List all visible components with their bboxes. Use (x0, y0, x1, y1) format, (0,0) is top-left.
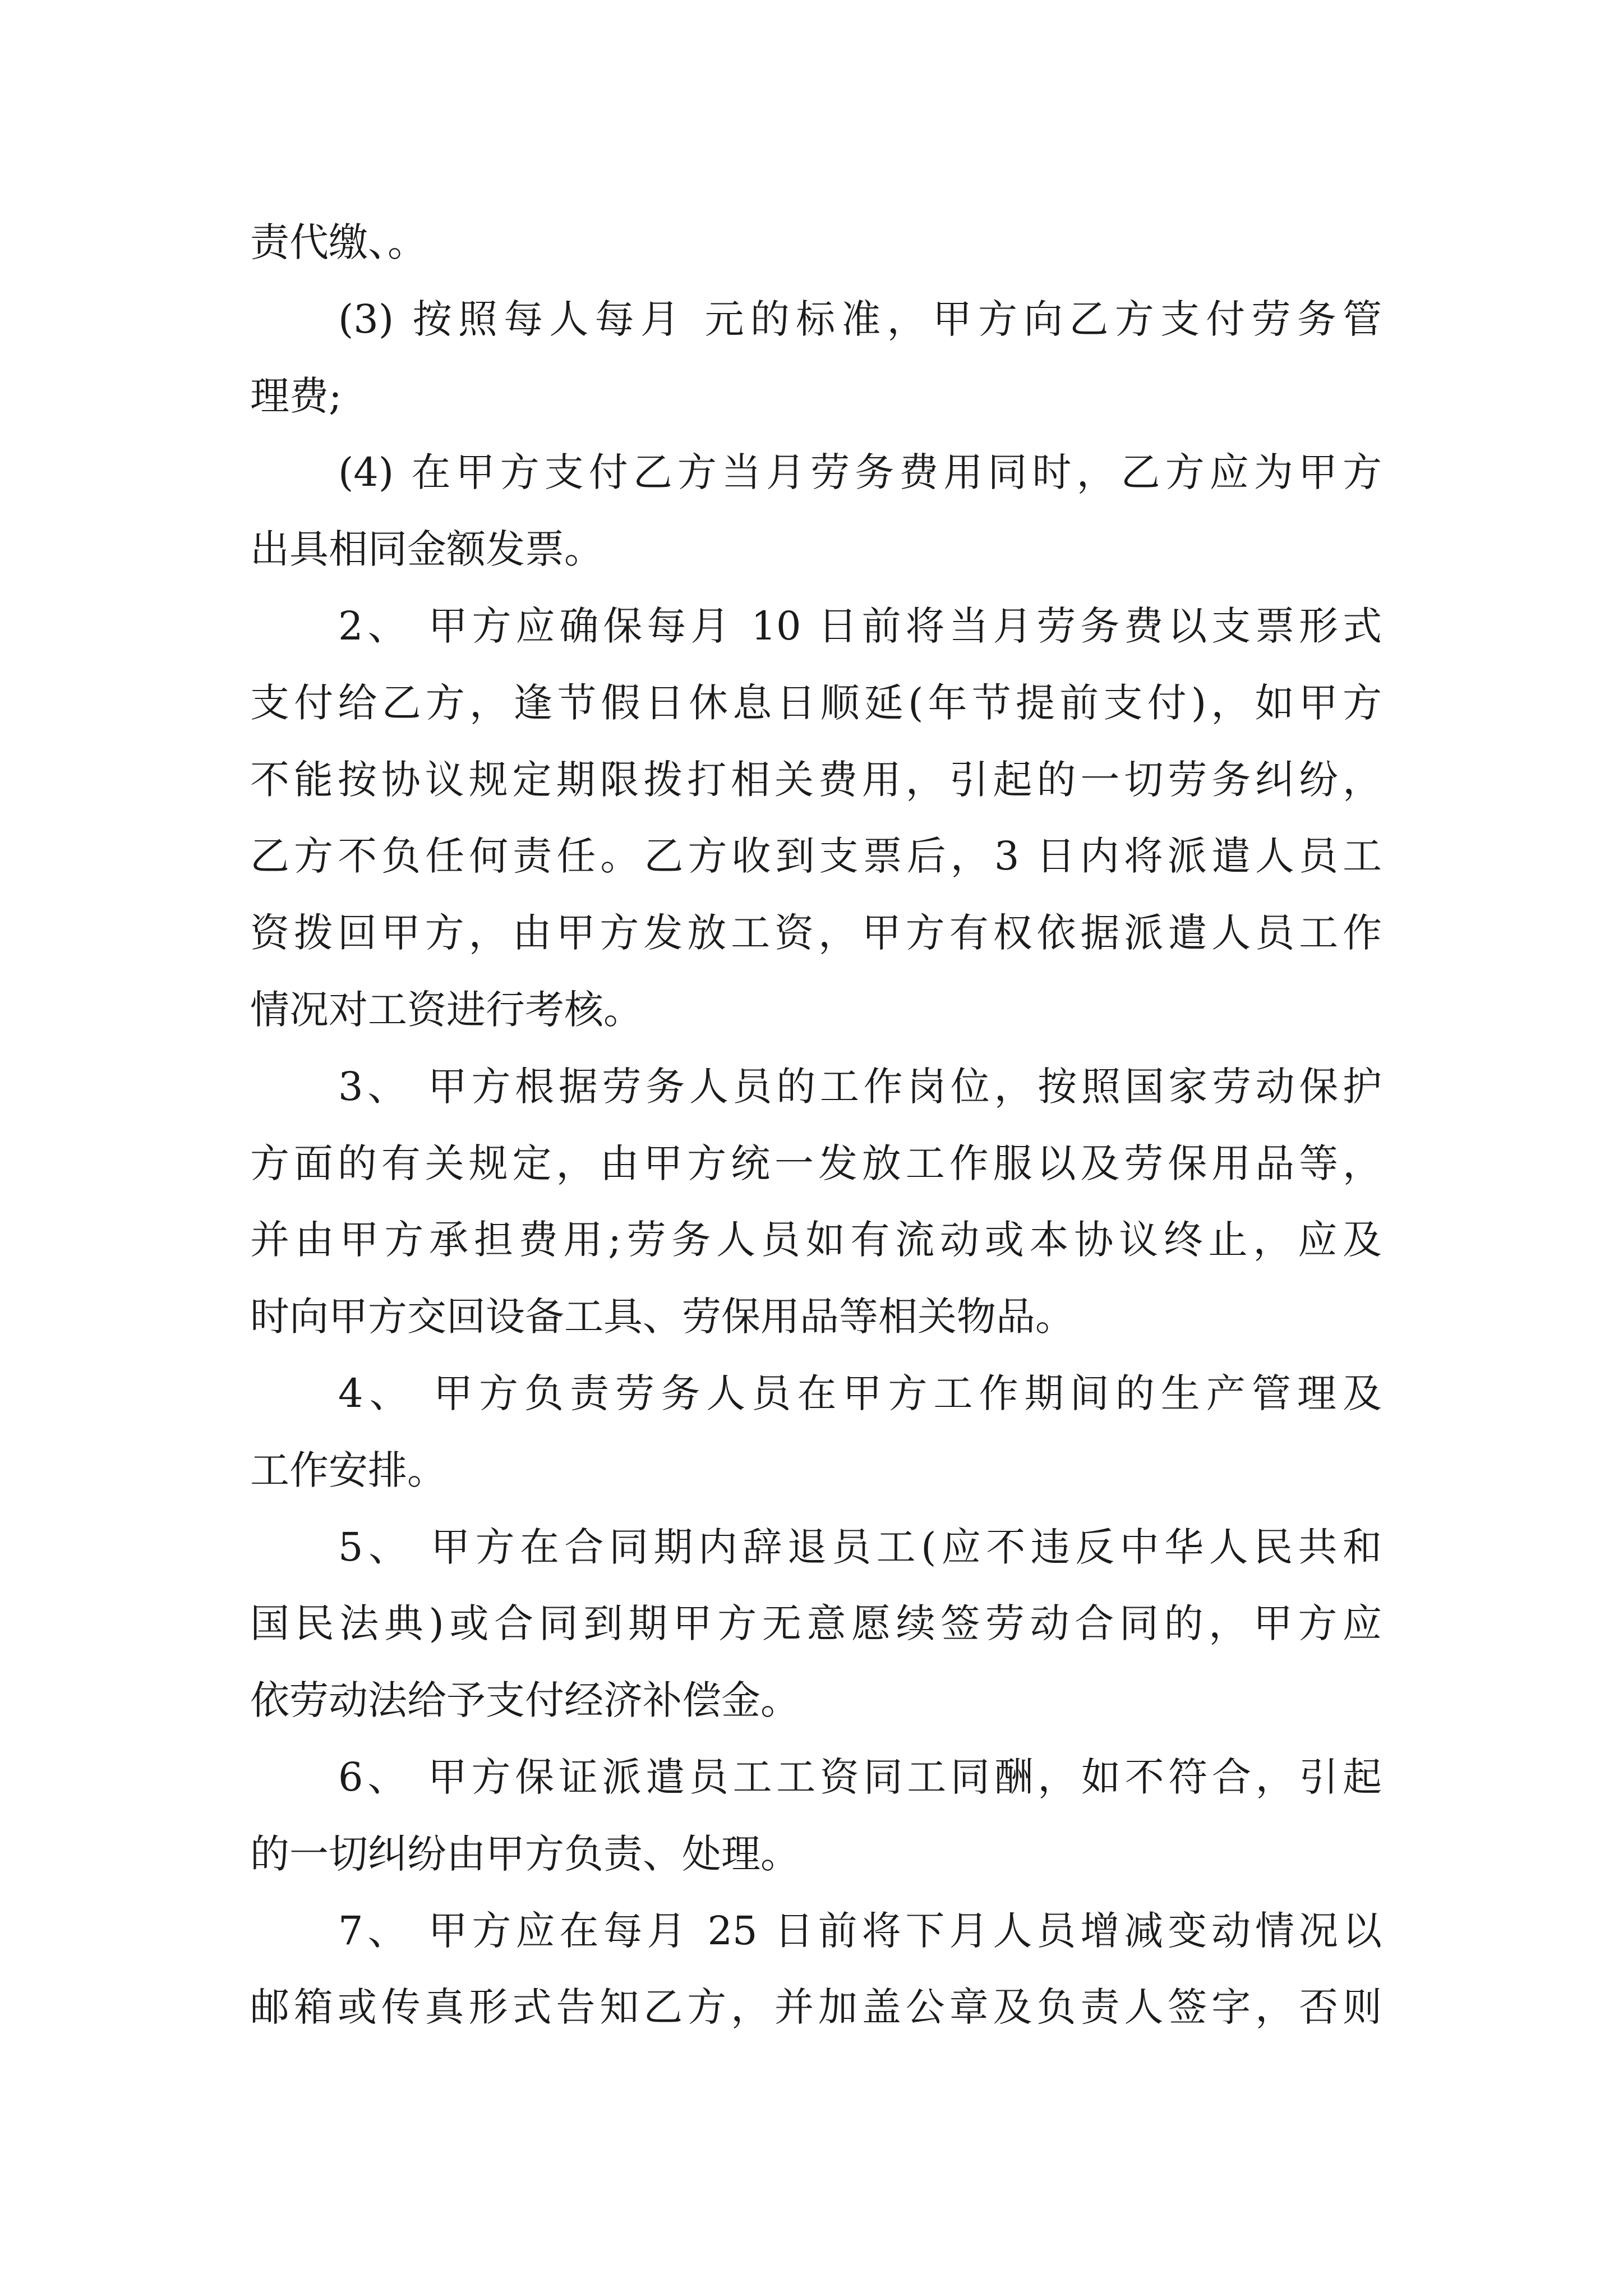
text-line: 情况对工资进行考核。 (250, 986, 643, 1033)
text-line: 方面的有关规定，由甲方统一发放工作服以及劳保用品等， (250, 1140, 1382, 1186)
text-line: (3) 按照每人每月 元的标准，甲方向乙方支付劳务管 (338, 296, 1382, 342)
clause-4 (250, 1355, 1382, 1509)
text-line: (4) 在甲方支付乙方当月劳务费用同时，乙方应为甲方 (338, 449, 1382, 496)
clause-2 (250, 588, 1382, 1048)
text-line: 的一切纠纷由甲方负责、处理。 (250, 1830, 800, 1877)
text-line: 乙方不负任何责任。乙方收到支票后，3 日内将派遣人员工 (250, 833, 1382, 880)
text-line: 国民法典)或合同到期甲方无意愿续签劳动合同的，甲方应 (250, 1600, 1382, 1647)
clause-item-3 (250, 281, 1382, 435)
clause-7 (250, 1893, 1382, 2046)
text-line: 资拨回甲方，由甲方发放工资，甲方有权依据派遣人员工作 (250, 910, 1382, 956)
text-line: 6、 甲方保证派遣员工工资同工同酬，如不符合，引起 (338, 1754, 1382, 1800)
text-line: 3、 甲方根据劳务人员的工作岗位，按照国家劳动保护 (338, 1063, 1382, 1110)
text-line: 邮箱或传真形式告知乙方，并加盖公章及负责人签字，否则 (250, 1984, 1382, 2031)
text-line: 出具相同金额发票。 (250, 526, 603, 573)
text-line: 理费; (250, 372, 342, 419)
clause-5 (250, 1509, 1382, 1739)
text-line: 并由甲方承担费用;劳务人员如有流动或本协议终止，应及 (250, 1217, 1382, 1263)
clause-3 (250, 1048, 1382, 1355)
clause-6 (250, 1739, 1382, 1893)
clause-item-4 (250, 434, 1382, 588)
text-line: 依劳动法给予支付经济补偿金。 (250, 1677, 800, 1724)
text-line: 2、 甲方应确保每月 10 日前将当月劳务费以支票形式 (338, 602, 1382, 649)
text-line: 5、 甲方在合同期内辞退员工(应不违反中华人民共和 (338, 1524, 1382, 1570)
paragraph-continuation (250, 204, 1382, 281)
document-body (250, 204, 1382, 2046)
text-line: 不能按协议规定期限拨打相关费用，引起的一切劳务纠纷， (250, 756, 1382, 803)
text-line: 时向甲方交回设备工具、劳保用品等相关物品。 (250, 1294, 1075, 1340)
text-line: 7、 甲方应在每月 25 日前将下月人员增减变动情况以 (338, 1907, 1382, 1954)
text-line: 支付给乙方，逢节假日休息日顺延(年节提前支付)，如甲方 (250, 679, 1382, 726)
text-line: 责代缴、。 (250, 219, 427, 265)
text-line: 4、 甲方负责劳务人员在甲方工作期间的生产管理及 (338, 1370, 1382, 1416)
text-line: 工作安排。 (250, 1447, 446, 1493)
